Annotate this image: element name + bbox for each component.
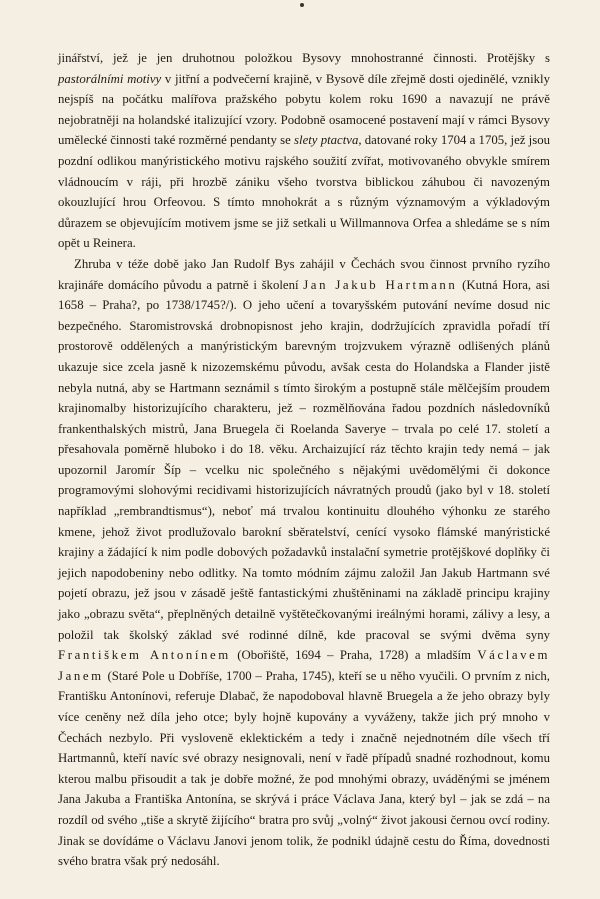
paragraph — [58, 254, 550, 872]
text-run: v jitřní a podvečerní krajině, v Bysově díle zřejmě dosti ojedinělé, vznikly nejspíš na počátku malířova pražského pobytu kolem roku 1690 a navazují ne právě nejobratněji na holandské italizující vzory. Podobně osamocené postavení mají v rámci Bysovy umělecké činnosti také rozměrné pendanty se — [58, 71, 550, 148]
text-run: (Obořiště, 1694 – Praha, 1728) a mladším — [230, 648, 478, 663]
text-run: (Staré Pole u Dobříše, 1700 – Praha, 1745), kteří se u něho vyučili. O prvním z nich, Františku Antonínovi, referuje Dlabač, že napodoboval hlavně Bruegela a že jeho obrazy byly více ceněny než díla jeho otce; byly hojně kupovány a vyváženy, takže jich prý mnoho v Čechách nezbylo. Při vysloveně eklektickém a tedy i značně nejednotném díle všech tří Hartmannů, kteří navíc své obrazy nesignovali, není v řadě případů snadné rozhodnout, komu kterou malbu přisoudit a tak je dobře možné, že pod mnohými obrazy, uváděnými se jménem Jana Jakuba a Františka Antonína, se skrývá i práce Václava Jana, který byl – jak se zdá – na rozdíl od svého „tiše a skrytě žijícího“ bratra pro svůj „volný“ život jakousi černou ovcí rodiny. Jinak se dovídáme o Václavu Janovi jenom tolik, že podnikl údajně cestu do Říma, dovednosti svého bratra však prý nedosáhl. — [58, 668, 550, 869]
text-run: Zhruba v téže době jako Jan Rudolf Bys zahájil v Čechách svou činnost prvního ryzího krajináře domácího původu a patrně i školení — [58, 256, 550, 292]
text-run: (Kutná Hora, asi 1658 – Praha?, po 1738/1745?/). O jeho učení a tovaryšském putování nevíme dosud nic bezpečného. Staromistrovská drobnopisnost jeho krajin, dodržujících zpravidla pořadí tří prostorově oddělených a manýristickým barevným trojzvukem výrazně odlišených plánů ukazuje sice zcela jasně k nizozemskému původu, avšak cesta do Holandska a Flander jistě nebyla nutná, aby se Hartmann seznámil s tímto širokým a postupně stále mělčejším proudem krajinomalby historizujícího charakteru, jež – rozmělňována řadou pozdních následovníků frankenthalských mistrů, Jana Bruegela či Roelanda Saverye – trvala po celé 17. století a přesahovala poměrně hluboko i do 18. věku. Archaizující ráz těchto krajin tedy nemá – jak upozornil Jaromír Šíp – vcelku nic společného s nějakými uvědomělými či dokonce programovými slohovými recidivami historizujících návratných proudů (jako byl v 18. století například „rembrandtismus“), neboť má trvalou kontinuitu dlouhého výhonku ze starého kmene, jehož život prodlužovalo barokní sběratelství, cenící vysoko flámské manýristické krajiny a žádající k nim podle dobových požadavků instalační symetrie protějškové doplňky či jejich napodobeniny nebo odlitky. Na tomto módním zájmu založil Jan Jakub Hartmann své pojetí obrazu, jež jsou v zásadě ještě fantastickými zhuštěninami na základě principu krajiny jako „obrazu světa“, přeplněných detailně vyštětečkovanými ireálnými horami, zálivy a lesy, a položil tak školský základ své rodinné dílně, kde pracoval se svými dvěma syny — [58, 277, 550, 642]
text-run: datované roky 1704 a 1705, jež jsou pozdní odlikou manýristického motivu rajského soužití zvířat, motivovaného obvykle smírem vládnoucím v ráji, při hrozbě zániku všeho tvorstva biblickou záhubou či navozeným okouzlující hrou Orfeovou. S tímto mnohokrát a s různým významovým a výkladovým důrazem se objevujícím motivem jsme se již setkali u Willmannova Orfea a shledáme se s ním opět u Reinera. — [58, 133, 551, 251]
spaced-name: Františkem Antonínem — [58, 648, 231, 663]
text-run: jinářství, jež je jen druhotnou položkou Bysovy mnohostranné činnosti. Protějšky s — [58, 51, 550, 65]
body-text — [58, 48, 550, 872]
spaced-name: Jan Jakub Hartmann — [303, 277, 458, 292]
italic-phrase: slety ptactva, — [294, 133, 362, 148]
paragraph — [58, 48, 550, 254]
spaced-name: Václavem Janem — [58, 648, 550, 683]
ink-dot — [300, 3, 304, 7]
italic-phrase: pastorálními motivy — [58, 71, 162, 86]
